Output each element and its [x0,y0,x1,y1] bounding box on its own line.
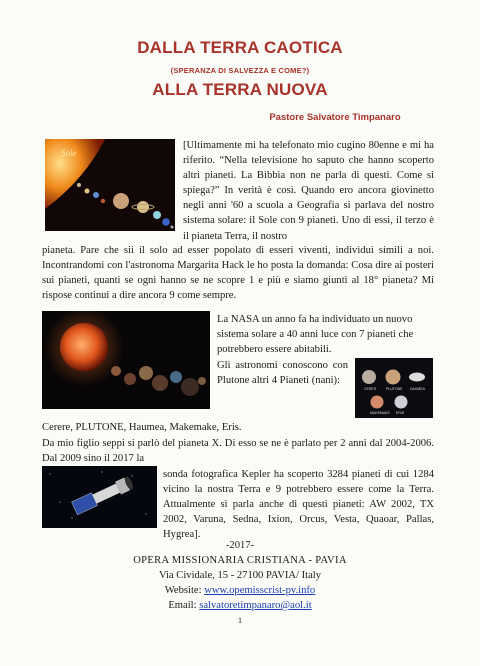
dwarf-label-plutone: PLUTONE [386,387,403,391]
email-link[interactable]: salvatoretimpanaro@aol.it [199,600,312,611]
page-number: 1 [238,616,242,625]
paragraph-planet-x: Da mio figlio seppi si parlò del pianeta X. Di esso se ne è parlato per 2 anni dal 2004-2006. Dal 2009 sino il 2017 la [42,438,434,465]
page-subtitle: (SPERANZA DI SALVEZZA E COME?) [170,66,310,75]
dwarf-label-makemake: MAKEMAKE [370,411,390,415]
footer-organization: OPERA MISSIONARIA CRISTIANA - PAVIA [133,555,347,566]
dwarf-label-ceres: CERES [364,387,377,391]
author: Pastore Salvatore Timpanaro [269,112,401,123]
dwarf-label-eris: ERIS [396,411,405,415]
footer-address: Via Cividale, 15 - 27100 PAVIA/ Italy [158,570,322,581]
page-title-2: ALLA TERRA NUOVA [152,80,328,99]
website-label: Website: [164,585,205,596]
sun-label: Sole [61,148,77,158]
footer-email [0,600,480,611]
paragraph-intro-continued: pianeta. Pare che sii il solo ad esser popolato di esseri viventi, individui simili a noi. Incontrandomi con l'astronoma Margarita Hack le ho posta la domanda: Cosa dire ai posteri sui pianeti, quanti se ogni hanno se ne scopre 1 e più e siamo giunti al 18° pianeta? Mi rispose continui a dire ancora 9 come sempre. [42,245,434,302]
dwarf-planets-list: Cerere, PLUTONE, Haumea, Makemake, Eris. [42,422,242,433]
paragraph-intro: [Ultimamente mi ha telefonato mio cugino 80enne e mi ha riferito. “Nella televisione ho saputo che hanno scoperto altri pianeti. La Bibbia non ne parla di questi. Come si spiega?” In verità è così. Quando ero ancora giovinetto negli anni '60 a scuola a Geografia si parlava del nostro sistema solare: il Sole con 9 pianeti. Uno di essi, il terzo è il pianeta Terra, il nostro [183,140,434,242]
email-label: Email: [168,600,200,611]
website-link[interactable]: www.opemisscrist-pv.info [204,585,316,596]
paragraph-nasa: La NASA un anno fa ha individuato un nuovo sistema solare a 40 anni luce con 7 pianeti che potrebbero essere abitabili. [217,314,414,356]
dwarf-planets-image [355,358,433,418]
footer-year: -2017- [225,540,255,551]
kepler-probe-image [42,466,157,528]
new-solar-system-image [42,311,210,409]
solar-system-image [45,139,175,231]
page-title: DALLA TERRA CAOTICA [137,38,343,57]
footer-website [0,585,480,596]
paragraph-dwarf-planets: Gli astronomi conoscono con Plutone altri 4 Pianeti (nani): [217,360,348,387]
paragraph-kepler: sonda fotografica Kepler ha scoperto 3284 pianeti di cui 1284 vicino la nostra Terra e 9 potrebbero essere come la Terra. Attualmente si parla anche di questi pianeti: AW 2002, TX 2002, Varuna, Sedna, Ixion, Orcus, Vesta, Quaoar, Pallas, Hygrea]. [163,469,434,541]
dwarf-label-haumea: HAUMEA [410,387,425,391]
